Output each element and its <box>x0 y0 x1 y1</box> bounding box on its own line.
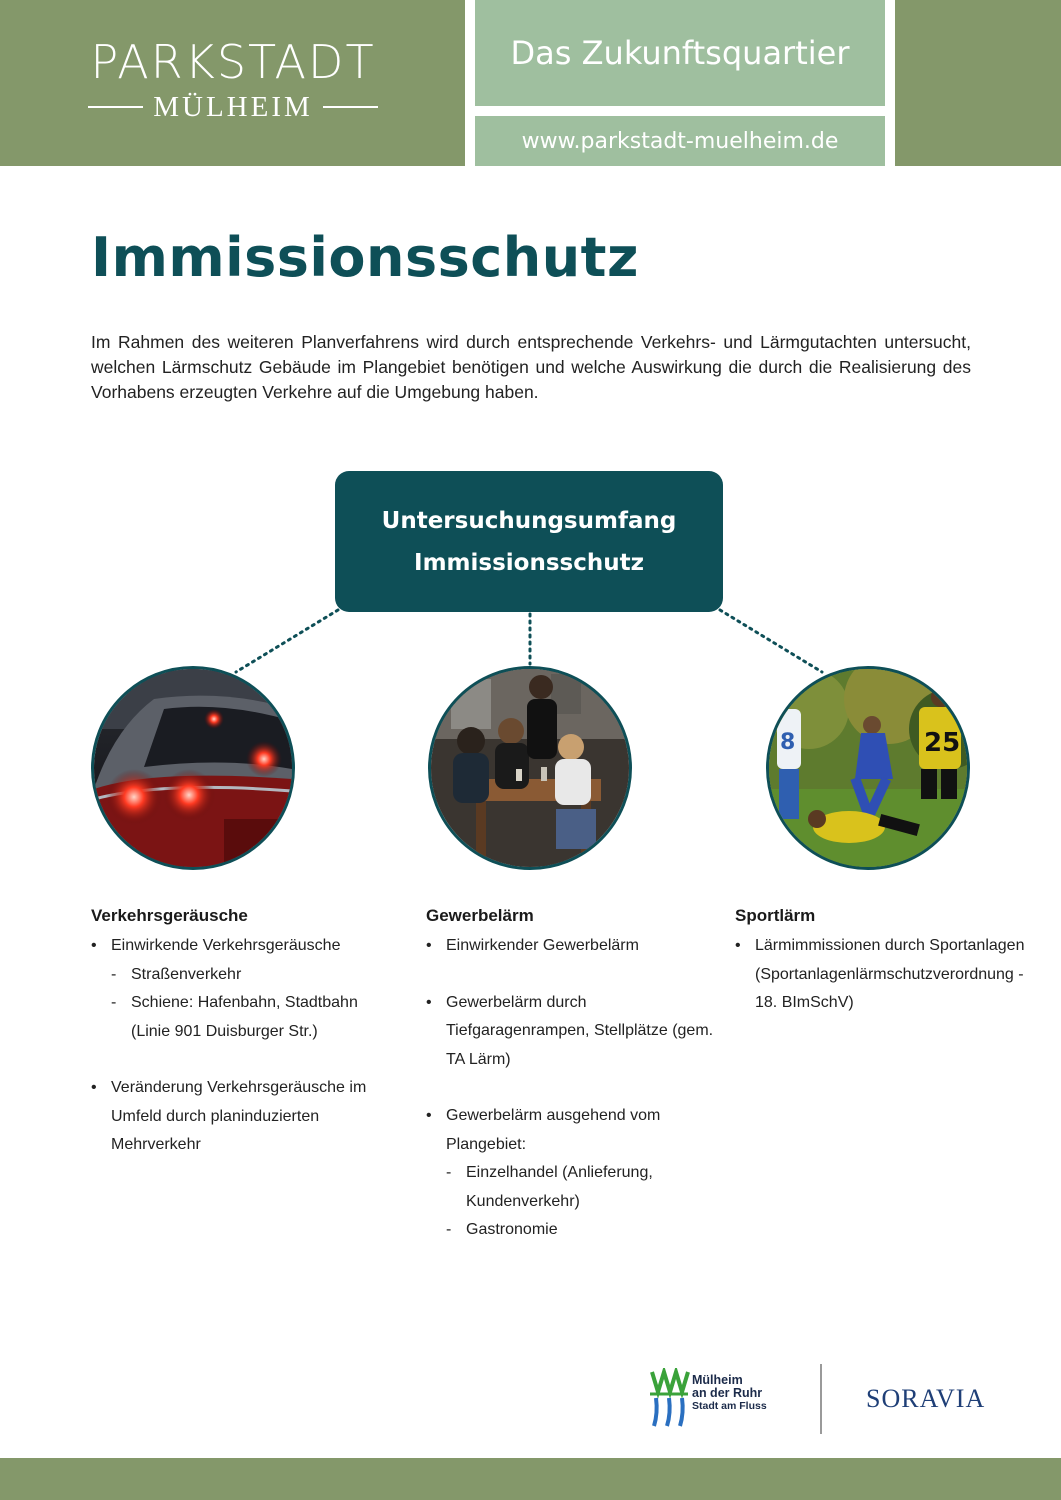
sport-heading: Sportlärm <box>735 906 816 925</box>
parkstadt-logo[interactable] <box>88 36 378 124</box>
list-item: • Gewerbelärm durch Tiefgaragenrampen, Stellplätze (gem. TA Lärm) <box>426 989 724 1075</box>
dash-icon: - <box>446 1221 452 1238</box>
sports-photo <box>766 666 970 870</box>
commercial-heading: Gewerbelärm <box>426 906 534 925</box>
tagline-box: Das Zukunftsquartier <box>475 0 885 106</box>
logo-sub-row <box>88 90 378 124</box>
connector-left <box>236 610 338 672</box>
list-item: • Gewerbelärm ausgehend vom Plangebiet: <box>426 1102 724 1159</box>
muelheim-logo-text <box>692 1374 767 1413</box>
list-spacer <box>91 1046 401 1074</box>
scope-box <box>335 471 723 612</box>
sport-list <box>735 932 1035 1018</box>
list-item: - Straßenverkehr <box>91 961 401 990</box>
logo-sub-text: MÜLHEIM <box>153 91 313 123</box>
dash-icon: - <box>111 965 117 983</box>
traffic-column <box>91 906 401 1160</box>
sport-column <box>735 906 1035 1018</box>
footer-bar <box>0 1458 1061 1500</box>
logo-line-right <box>323 106 378 108</box>
list-item: • Veränderung Verkehrsgeräusche im Umfeld durch planinduzierten Mehrverkehr <box>91 1074 401 1160</box>
traffic-heading: Verkehrsgeräusche <box>91 906 248 925</box>
city-line2: an der Ruhr <box>692 1386 763 1400</box>
logo-main-text: PARKSTADT <box>90 35 376 89</box>
intro-paragraph: Im Rahmen des weiteren Planverfahrens wird durch entsprechende Verkehrs- und Lärmgutachten untersucht, welchen Lärmschutz Gebäude im Plangebiet benötigen und welche Auswirkung die durch die Realisierung des Vorhabens erzeugten Verkehre auf die Umgebung haben. <box>91 332 971 402</box>
tagline-gap <box>475 106 885 116</box>
commercial-column <box>426 906 724 1245</box>
player-number-left: 8 <box>780 730 796 755</box>
soravia-logo: SORAVIA <box>866 1384 986 1413</box>
header-divider-left <box>465 0 475 166</box>
bullet-icon: • <box>91 937 97 954</box>
bullet-icon: • <box>426 1107 432 1124</box>
dash-icon: - <box>111 994 117 1011</box>
logo-divider <box>820 1364 822 1434</box>
city-line1: Mülheim <box>692 1373 743 1387</box>
scope-box-line1: Untersuchungsumfang <box>381 507 677 534</box>
dash-icon: - <box>446 1164 452 1181</box>
page-title: Immissionsschutz <box>91 226 639 289</box>
bullet-icon: • <box>426 993 432 1011</box>
bullet-icon: • <box>735 937 741 954</box>
traffic-list <box>91 932 401 1160</box>
restaurant-photo <box>428 666 632 870</box>
list-spacer <box>426 1074 724 1102</box>
list-item: • Lärmimmissionen durch Sportanlagen (Sportanlagenlärmschutzverordnung - 18. BImSchV) <box>735 932 1035 1018</box>
list-item: • Einwirkende Verkehrsgeräusche <box>91 932 401 961</box>
bullet-icon: • <box>426 937 432 954</box>
list-item: - Schiene: Hafenbahn, Stadtbahn (Linie 901 Duisburger Str.) <box>91 989 401 1046</box>
commercial-list <box>426 932 724 1245</box>
header-divider-right <box>885 0 895 166</box>
list-spacer <box>426 961 724 989</box>
city-line3: Stadt am Fluss <box>692 1400 767 1412</box>
list-item: - Einzelhandel (Anlieferung, Kundenverkehr) <box>426 1159 724 1216</box>
list-item: - Gastronomie <box>426 1216 724 1245</box>
traffic-photo <box>91 666 295 870</box>
footer-logos <box>640 1360 986 1440</box>
muelheim-crest-icon <box>648 1368 690 1428</box>
logo-line-left <box>88 106 143 108</box>
website-link[interactable]: www.parkstadt-muelheim.de <box>475 116 885 166</box>
player-number-right: 25 <box>924 728 961 758</box>
list-item: • Einwirkender Gewerbelärm <box>426 932 724 961</box>
bullet-icon: • <box>91 1079 97 1096</box>
connector-right <box>720 610 822 672</box>
scope-box-line2: Immissionsschutz <box>414 549 644 576</box>
